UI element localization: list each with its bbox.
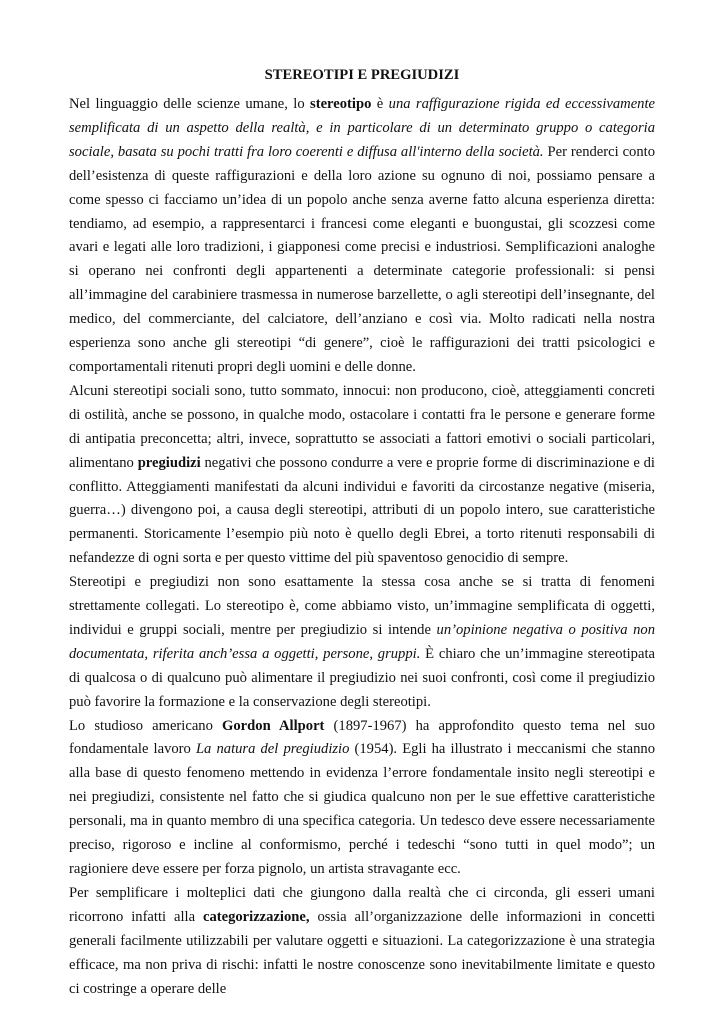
- text-run: ossia all’organizzazione delle informazioni in concetti generali facilmente utilizzabili per valutare oggetti e situazioni. La categorizzazione è una strategia efficace, ma non priva di rischi: infatti le nostre conoscenze sono inevitabilmente limitate e questo ci costringe a operare delle: [69, 908, 655, 997]
- text-run: Alcuni stereotipi sociali sono, tutto sommato, innocui: non producono, cioè, atteggiamenti concreti di ostilità, anche se possono, in qualche modo, ostacolare i contatti fra le persone e generare forme di antipatia preconcetta; altri, invece, soprattutto se associati a fattori emotivi o sociali particolari, alimentano: [69, 382, 655, 471]
- text-run: è: [371, 96, 389, 112]
- text-run: È chiaro che un’immagine stereotipata di qualcosa o di qualcuno può alimentare il pregiudizio nei suoi confronti, così come il pregiudizio può favorire la formazione e la conservazione degli stereotipi.: [69, 645, 655, 710]
- italic-text: una raffigurazione rigida ed eccessivamente semplificata di un aspetto della realtà, e in particolare di un determinato gruppo o categoria sociale, basata su pochi tratti fra loro coerenti e diffusa all'interno della società.: [69, 96, 655, 160]
- paragraph-stereotipo: [69, 93, 655, 380]
- bold-term: categorizzazione,: [202, 908, 310, 925]
- italic-text: La natura del pregiudizio: [195, 741, 350, 758]
- text-run: Lo studioso americano: [69, 717, 223, 734]
- paragraph-pregiudizi: [69, 380, 655, 571]
- bold-term: stereotipo: [310, 96, 372, 112]
- document-body: [69, 64, 655, 1001]
- paragraph-differenza: [69, 571, 655, 714]
- document-title: STEREOTIPI E PREGIUDIZI: [264, 67, 460, 83]
- text-run: Nel linguaggio delle scienze umane, lo: [69, 96, 311, 112]
- bold-term: pregiudizi: [137, 454, 201, 471]
- text-run: negativi che possono condurre a vere e proprie forme di discriminazione e di conflitto. Atteggiamenti manifestati da alcuni individui e favoriti da circostanze negative (miseria, guerra…) divengono poi, a causa degli stereotipi, attributi di un popolo intero, sue caratteristiche permanenti. Storicamente l’esempio più noto è quello degli Ebrei, a torto ritenuti responsabili di nefandezze di ogni sorta e per questo vittime del più spaventoso genocidio di sempre.: [69, 454, 655, 567]
- text-run: (1897-1967) ha approfondito questo tema nel suo fondamentale lavoro: [69, 717, 655, 758]
- paragraph-categorizzazione: [69, 882, 655, 1002]
- paragraph-allport: [69, 715, 655, 882]
- bold-term: Gordon Allport: [222, 717, 325, 734]
- text-run: Per renderci conto dell’esistenza di queste raffigurazioni e della loro azione su ognuno di noi, possiamo pensare a come spesso ci facciamo un’idea di un popolo anche senza averne fatto alcuna esperienza diretta: tendiamo, ad esempio, a rappresentarci i francesi come eleganti e buongustai, gli scozzesi come avari e legati alle loro tradizioni, i giapponesi come precisi e industriosi. Semplificazioni analoghe si operano nei confronti degli appartenenti a determinate categorie professionali: si pensi all’immagine del carabiniere trasmessa in numerose barzellette, o agli stereotipi dell’insegnante, del medico, del commerciante, del calciatore, dell’anziano e così via. Molto radicati nella nostra esperienza sono anche gli stereotipi “di genere”, cioè le raffigurazioni dei tratti psicologici e comportamentali ritenuti propri degli uomini e delle donne.: [69, 143, 656, 375]
- text-run: Per semplificare i molteplici dati che giungono dalla realtà che ci circonda, gli esseri umani ricorrono infatti alla: [69, 884, 655, 925]
- italic-text: un’opinione negativa o positiva non documentata, riferita anch’essa a oggetti, persone, gruppi.: [69, 621, 655, 662]
- text-run: (1954). Egli ha illustrato i meccanismi che stanno alla base di questo fenomeno mettendo in evidenza l’errore fondamentale insito negli stereotipi e nei pregiudizi, consistente nel fatto che si giudica qualcuno non per le sue effettive caratteristiche personali, ma in quanto membro di una specifica categoria. Un tedesco deve essere necessariamente preciso, rigoroso e incline al conformismo, perché i tedeschi “sono tutti in quel modo”; un ragioniere deve essere per forza pignolo, un artista stravagante ecc.: [69, 741, 655, 877]
- text-run: Stereotipi e pregiudizi non sono esattamente la stessa cosa anche se si tratta di fenomeni strettamente collegati. Lo stereotipo è, come abbiamo visto, un’immagine semplificata di oggetti, individui e gruppi sociali, mentre per pregiudizio si intende: [69, 574, 655, 638]
